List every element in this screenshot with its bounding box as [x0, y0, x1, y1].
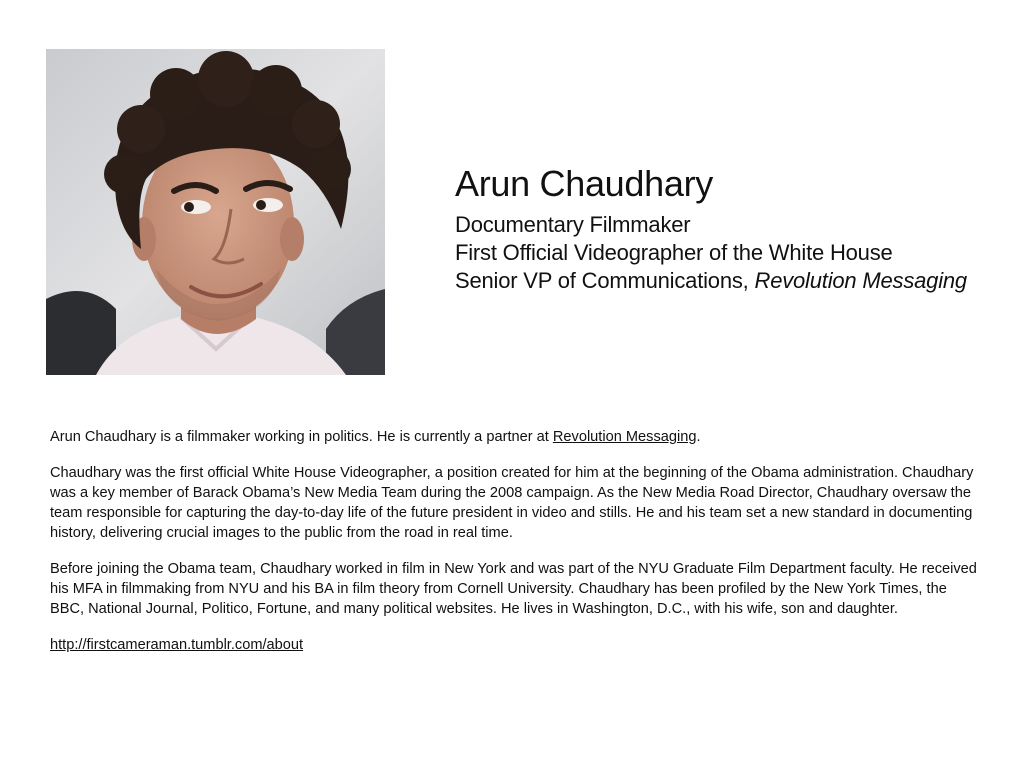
portrait-photo	[46, 49, 385, 375]
bio-intro-text: Arun Chaudhary is a filmmaker working in politics. He is currently a partner at	[50, 429, 553, 445]
role-item	[455, 239, 1015, 267]
source-link[interactable]: http://firstcameraman.tumblr.com/about	[50, 637, 304, 653]
role-text: First Official Videographer of the White House	[455, 240, 893, 265]
bio-paragraph-intro	[50, 427, 980, 447]
revolution-messaging-link[interactable]: Revolution Messaging	[552, 429, 697, 445]
bio-paragraph-background: Before joining the Obama team, Chaudhary worked in film in New York and was part of the NYU Graduate Film Department faculty. He received his MFA in filmmaking from NYU and his BA in film theory from Cornell University. Chaudhary has been profiled by the New York Times, the BBC, National Journal, Politico, Fortune, and many political websites. He lives in Washington, D.C., with his wife, son and daughter.	[50, 561, 977, 617]
role-organization: Revolution Messaging	[754, 268, 967, 293]
biography	[50, 427, 980, 671]
bio-intro-end: .	[696, 429, 701, 445]
portrait-image	[46, 49, 385, 375]
bio-paragraph-whitehouse: Chaudhary was the first official White House Videographer, a position created for him at the beginning of the Obama administration. Chaudhary was a key member of Barack Obama’s New Media Team during the 2008 campaign. As the New Media Road Director, Chaudhary oversaw the team responsible for capturing the day-to-day life of the future president in video and stills. He and his team set a new standard in documenting history, delivering crucial images to the public from the road in real time.	[50, 465, 974, 541]
profile-header	[455, 163, 1015, 295]
role-item	[455, 211, 1015, 239]
bio-source	[50, 635, 980, 655]
person-name: Arun Chaudhary	[455, 163, 713, 204]
role-text: Senior VP of Communications,	[455, 268, 755, 293]
role-text: Documentary Filmmaker	[455, 212, 691, 237]
role-item	[455, 267, 1015, 295]
role-list	[455, 211, 1015, 295]
